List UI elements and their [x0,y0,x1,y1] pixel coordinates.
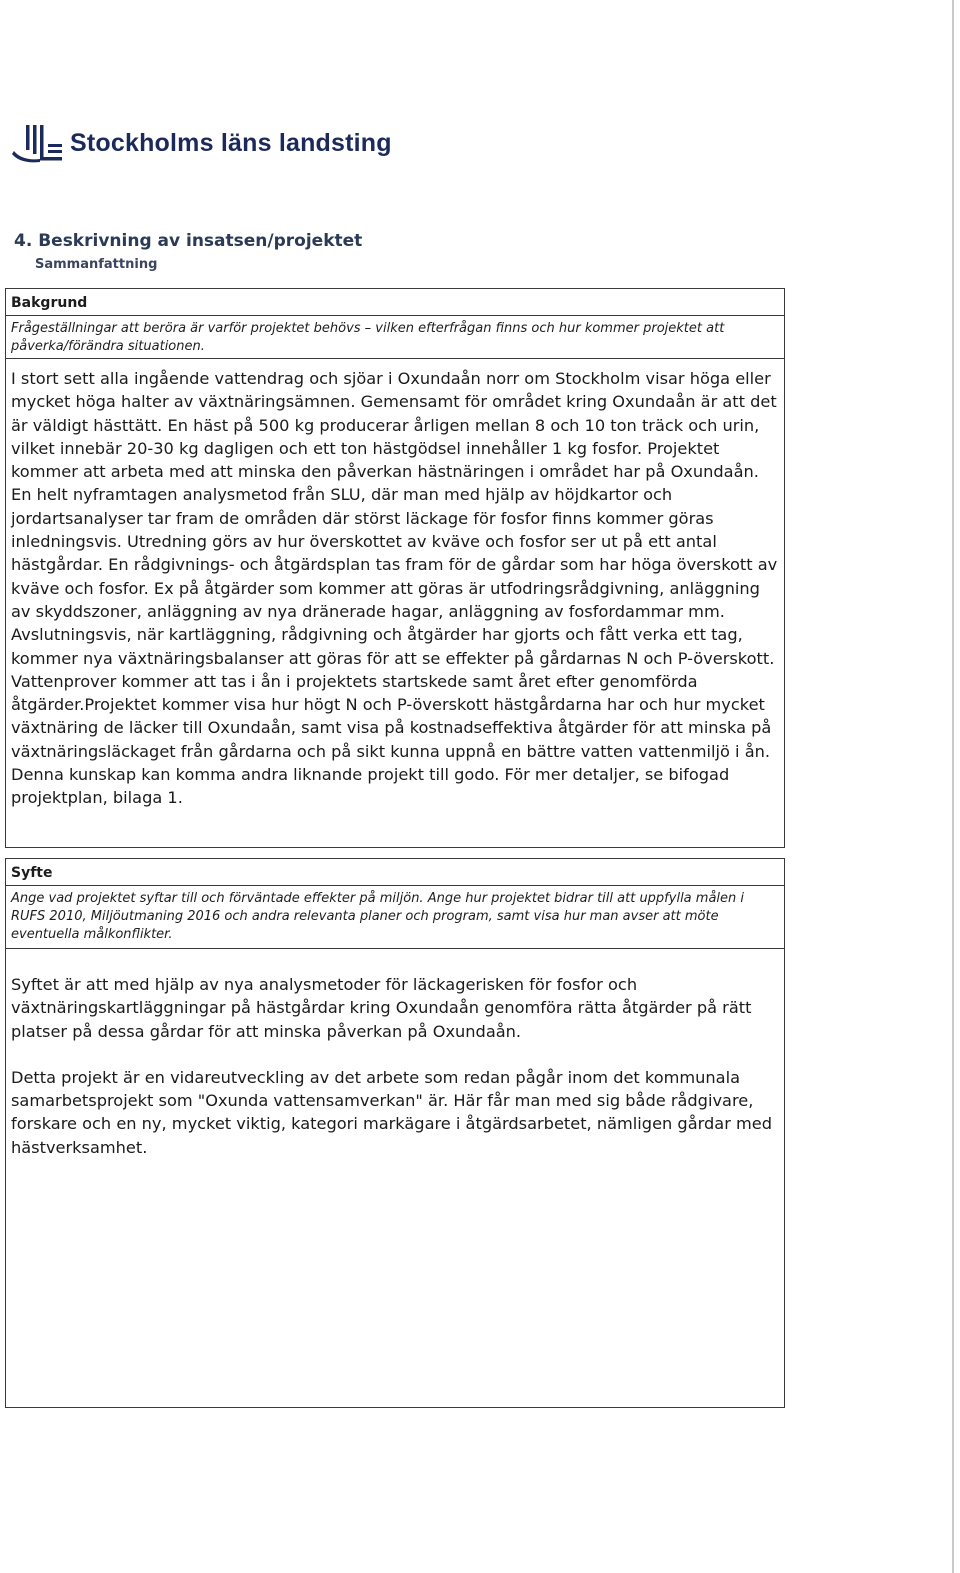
syfte-paragraph: Detta projekt är en vidareutveckling av det arbete som redan pågår inom det kommunala samarbetsprojekt som "Oxunda vattensamverkan" är. Här får man med sig både rådgivare, forskare och en ny, mycket viktig, kategori markägare i åtgärdsarbetet, nämligen gårdar med hästverksamhet. [11,1067,772,1157]
bakgrund-instruction: Frågeställningar att beröra är varför projektet behövs – vilken efterfrågan finns och hur kommer projektet att påverka/förändra situationen. [6,316,784,359]
syfte-instruction: Ange vad projektet syftar till och förväntade effekter på miljön. Ange hur projektet bidrar till att uppfylla målen i RUFS 2010, Miljöutmaning 2016 och andra relevanta planer och program, samt visa hur man avser att möte eventuella målkonflikter. [6,886,784,949]
bakgrund-text [6,359,784,814]
bakgrund-paragraph: I stort sett alla ingående vattendrag och sjöar i Oxundaån norr om Stockholm visar höga eller mycket höga halter av växtnäringsämnen. Gemensamt för området kring Oxundaån är att det är väldigt hästtätt. En häst på 500 kg producerar årligen mellan 8 och 10 ton träck och urin, vilket innebär 20-30 kg dagligen och ett ton hästgödsel innehåller 1 kg fosfor. Projektet kommer att arbeta med att minska den påverkan hästnäringen i området har på Oxundaån. En helt nyframtagen analysmetod från SLU, där man med hjälp av höjdkartor och jordartsanalyser tar fram de områden där störst läckage för fosfor finns kommer göras inledningsvis. Utredning görs av hur överskottet av kväve och fosfor ser ut på ett antal hästgårdar. En rådgivnings- och åtgärdsplan tas fram för de gårdar som har höga överskott av kväve och fosfor. Ex på åtgärder som kommer att göras är utfodringsrådgivning, anläggning av skyddszoner, anläggning av nya dränerade hagar, anläggning av fosfordammar mm. [11,369,778,621]
bakgrund-paragraph: Avslutningsvis, när kartläggning, rådgivning och åtgärder har gjorts och fått verka ett tag, kommer nya växtnäringsbalanser att göras för att se effekter på gårdarnas N och P-överskott. Vattenprover kommer att tas i ån i projektets startskede samt året efter genomförda åtgärder.Projektet kommer visa hur högt N och P-överskott hästgårdarna har och hur mycket växtnäring de läcker till Oxundaån, samt visa på kostnadseffektiva åtgärder för att minska på växtnäringsläckaget från gårdarna och på sikt kunna uppnå en bättre vatten vattenmiljö i ån. Denna kunskap kan komma andra liknande projekt till godo. För mer detaljer, se bifogad projektplan, bilaga 1. [11,625,775,808]
bakgrund-heading: Bakgrund [6,289,784,316]
org-name: Stockholms läns landsting [70,128,392,157]
sll-logo-icon [12,123,64,163]
scan-edge-line [952,0,954,1573]
syfte-heading: Syfte [6,859,784,886]
section-subtitle: Sammanfattning [35,257,158,272]
bakgrund-box [5,288,785,848]
org-logo [12,120,392,166]
syfte-paragraph: Syftet är att med hjälp av nya analysmetoder för läckagerisken för fosfor och växtnäringskartläggningar på hästgårdar kring Oxundaån genomföra rätta åtgärder på rätt platser på dessa gårdar för att minska påverkan på Oxundaån. [11,975,752,1041]
syfte-box [5,858,785,1408]
section-title: 4. Beskrivning av insatsen/projektet [14,231,363,251]
syfte-text [6,949,784,1163]
